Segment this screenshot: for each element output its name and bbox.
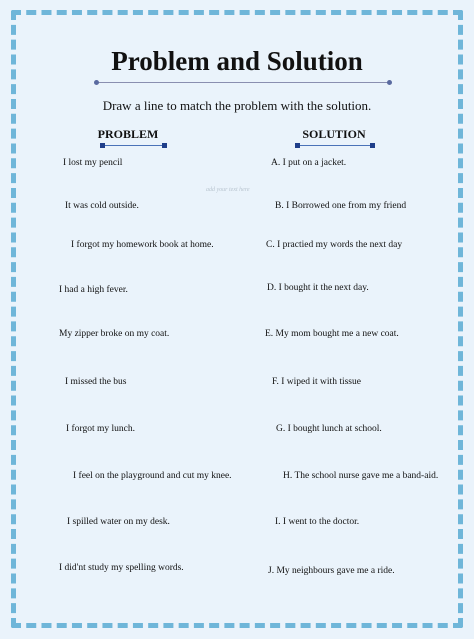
solution-item-e: E. My mom bought me a new coat. <box>265 329 399 339</box>
solution-item-a: A. I put on a jacket. <box>271 158 347 168</box>
solution-item-j: J. My neighbours gave me a ride. <box>268 566 395 576</box>
problem-item-7: I forgot my lunch. <box>66 424 135 434</box>
solution-item-c: C. I practied my words the next day <box>266 240 403 250</box>
problem-column-header: PROBLEM <box>97 127 159 141</box>
title-divider <box>96 82 390 83</box>
problem-header-underline <box>102 145 165 146</box>
solution-item-g: G. I bought lunch at school. <box>276 424 382 434</box>
watermark-text: add your text here <box>206 187 250 193</box>
solution-item-h: H. The school nurse gave me a band-aid. <box>283 471 439 481</box>
problem-item-10: I did'nt study my spelling words. <box>59 563 184 573</box>
problem-item-3: I forgot my homework book at home. <box>71 240 214 250</box>
solution-header-underline <box>297 145 373 146</box>
problem-item-5: My zipper broke on my coat. <box>59 329 170 339</box>
problem-item-6: I missed the bus <box>65 377 127 387</box>
problem-item-2: It was cold outside. <box>65 201 139 211</box>
solution-item-d: D. I bought it the next day. <box>267 283 369 293</box>
solution-item-i: I. I went to the doctor. <box>275 517 360 527</box>
instructions-text: Draw a line to match the problem with the solution. <box>102 98 372 113</box>
problem-item-4: I had a high fever. <box>59 285 128 295</box>
solution-column-header: SOLUTION <box>302 127 366 141</box>
page-title: Problem and Solution <box>111 46 363 76</box>
solution-item-f: F. I wiped it with tissue <box>272 377 361 387</box>
problem-item-8: I feel on the playground and cut my knee. <box>73 471 232 481</box>
problem-item-9: I spilled water on my desk. <box>67 517 170 527</box>
solution-item-b: B. I Borrowed one from my friend <box>275 201 407 211</box>
problem-item-1: I lost my pencil <box>63 158 123 168</box>
